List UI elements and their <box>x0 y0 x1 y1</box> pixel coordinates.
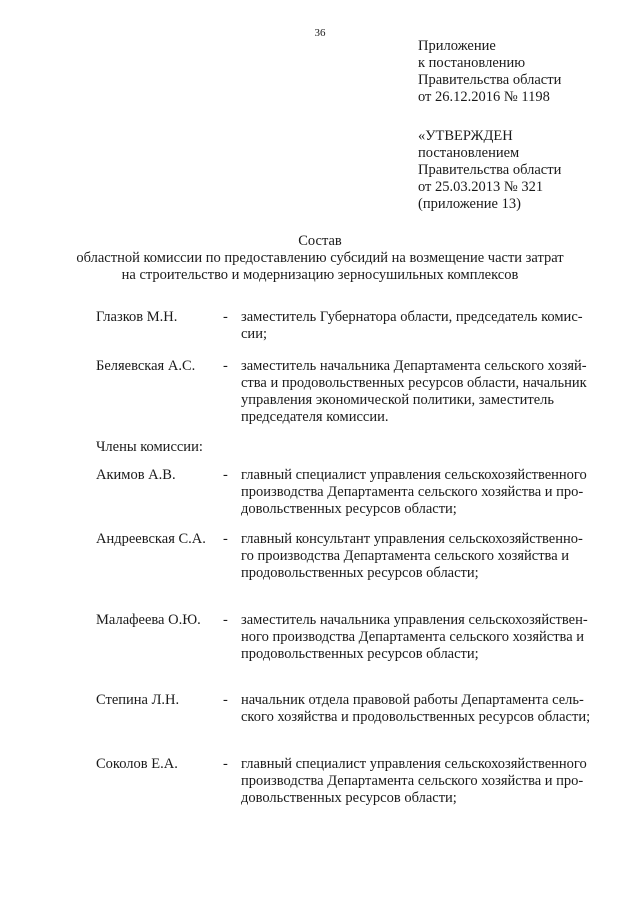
separator-dash: - <box>223 309 228 325</box>
role-line: начальник отдела правовой работы Департамента сель- <box>241 692 584 708</box>
role-line: производства Департамента сельского хозяйства и про- <box>241 773 584 789</box>
role-line: го производства Департамента сельского хозяйства и <box>241 548 570 564</box>
member-name: Степина Л.Н. <box>96 692 180 708</box>
approval-line: «УТВЕРЖДЕН <box>418 128 513 144</box>
role-line: ного производства Департамента сельского хозяйства и <box>241 629 585 645</box>
appendix-line: к постановлению <box>418 55 526 71</box>
role-line: продовольственных ресурсов области; <box>241 565 479 581</box>
approval-stamp-block <box>418 128 561 213</box>
member-role <box>241 531 583 582</box>
role-line: продовольственных ресурсов области; <box>241 646 479 662</box>
member-role <box>241 612 588 663</box>
member-name: Акимов А.В. <box>96 467 176 483</box>
title-line: на строительство и модернизацию зерносушильных комплексов <box>121 267 519 283</box>
member-name: Беляевская А.С. <box>96 358 196 374</box>
role-line: главный специалист управления сельскохозяйственного <box>241 756 587 772</box>
approval-line: (приложение 13) <box>418 196 521 212</box>
separator-dash: - <box>223 756 228 772</box>
member-name: Андреевская С.А. <box>96 531 206 547</box>
appendix-block <box>418 38 561 106</box>
appendix-line: от 26.12.2016 № 1198 <box>418 89 550 105</box>
role-line: ства и продовольственных ресурсов области, начальник <box>241 375 587 391</box>
role-line: заместитель Губернатора области, председатель комис- <box>241 309 583 325</box>
member-name: Глазков М.Н. <box>96 309 178 325</box>
separator-dash: - <box>223 692 228 708</box>
role-line: довольственных ресурсов области; <box>241 501 457 517</box>
separator-dash: - <box>223 467 228 483</box>
appendix-line: Приложение <box>418 38 496 54</box>
role-line: заместитель начальника Департамента сельского хозяй- <box>241 358 587 374</box>
separator-dash: - <box>223 531 228 547</box>
role-line: главный консультант управления сельскохозяйственно- <box>241 531 583 547</box>
separator-dash: - <box>223 358 228 374</box>
role-line: сии; <box>241 326 267 342</box>
title-heading: Состав <box>298 233 342 249</box>
approval-line: Правительства области <box>418 162 562 178</box>
member-role <box>241 358 587 426</box>
member-role <box>241 756 587 807</box>
member-name: Соколов Е.А. <box>96 756 178 772</box>
member-role <box>241 467 587 518</box>
member-role <box>241 692 590 726</box>
role-line: управления экономической политики, заместитель <box>241 392 555 408</box>
role-line: председателя комиссии. <box>241 409 389 425</box>
page-number: 36 <box>314 27 326 39</box>
separator-dash: - <box>223 612 228 628</box>
approval-line: постановлением <box>418 145 520 161</box>
appendix-line: Правительства области <box>418 72 562 88</box>
document-title <box>0 233 640 284</box>
role-line: заместитель начальника управления сельскохозяйствен- <box>241 612 588 628</box>
members-heading: Члены комиссии: <box>96 439 203 455</box>
role-line: производства Департамента сельского хозяйства и про- <box>241 484 584 500</box>
member-name: Малафеева О.Ю. <box>96 612 201 628</box>
title-line: областной комиссии по предоставлению субсидий на возмещение части затрат <box>76 250 564 266</box>
role-line: ского хозяйства и продовольственных ресурсов области; <box>241 709 591 725</box>
approval-line: от 25.03.2013 № 321 <box>418 179 544 195</box>
role-line: главный специалист управления сельскохозяйственного <box>241 467 587 483</box>
member-role <box>241 309 583 343</box>
role-line: довольственных ресурсов области; <box>241 790 457 806</box>
